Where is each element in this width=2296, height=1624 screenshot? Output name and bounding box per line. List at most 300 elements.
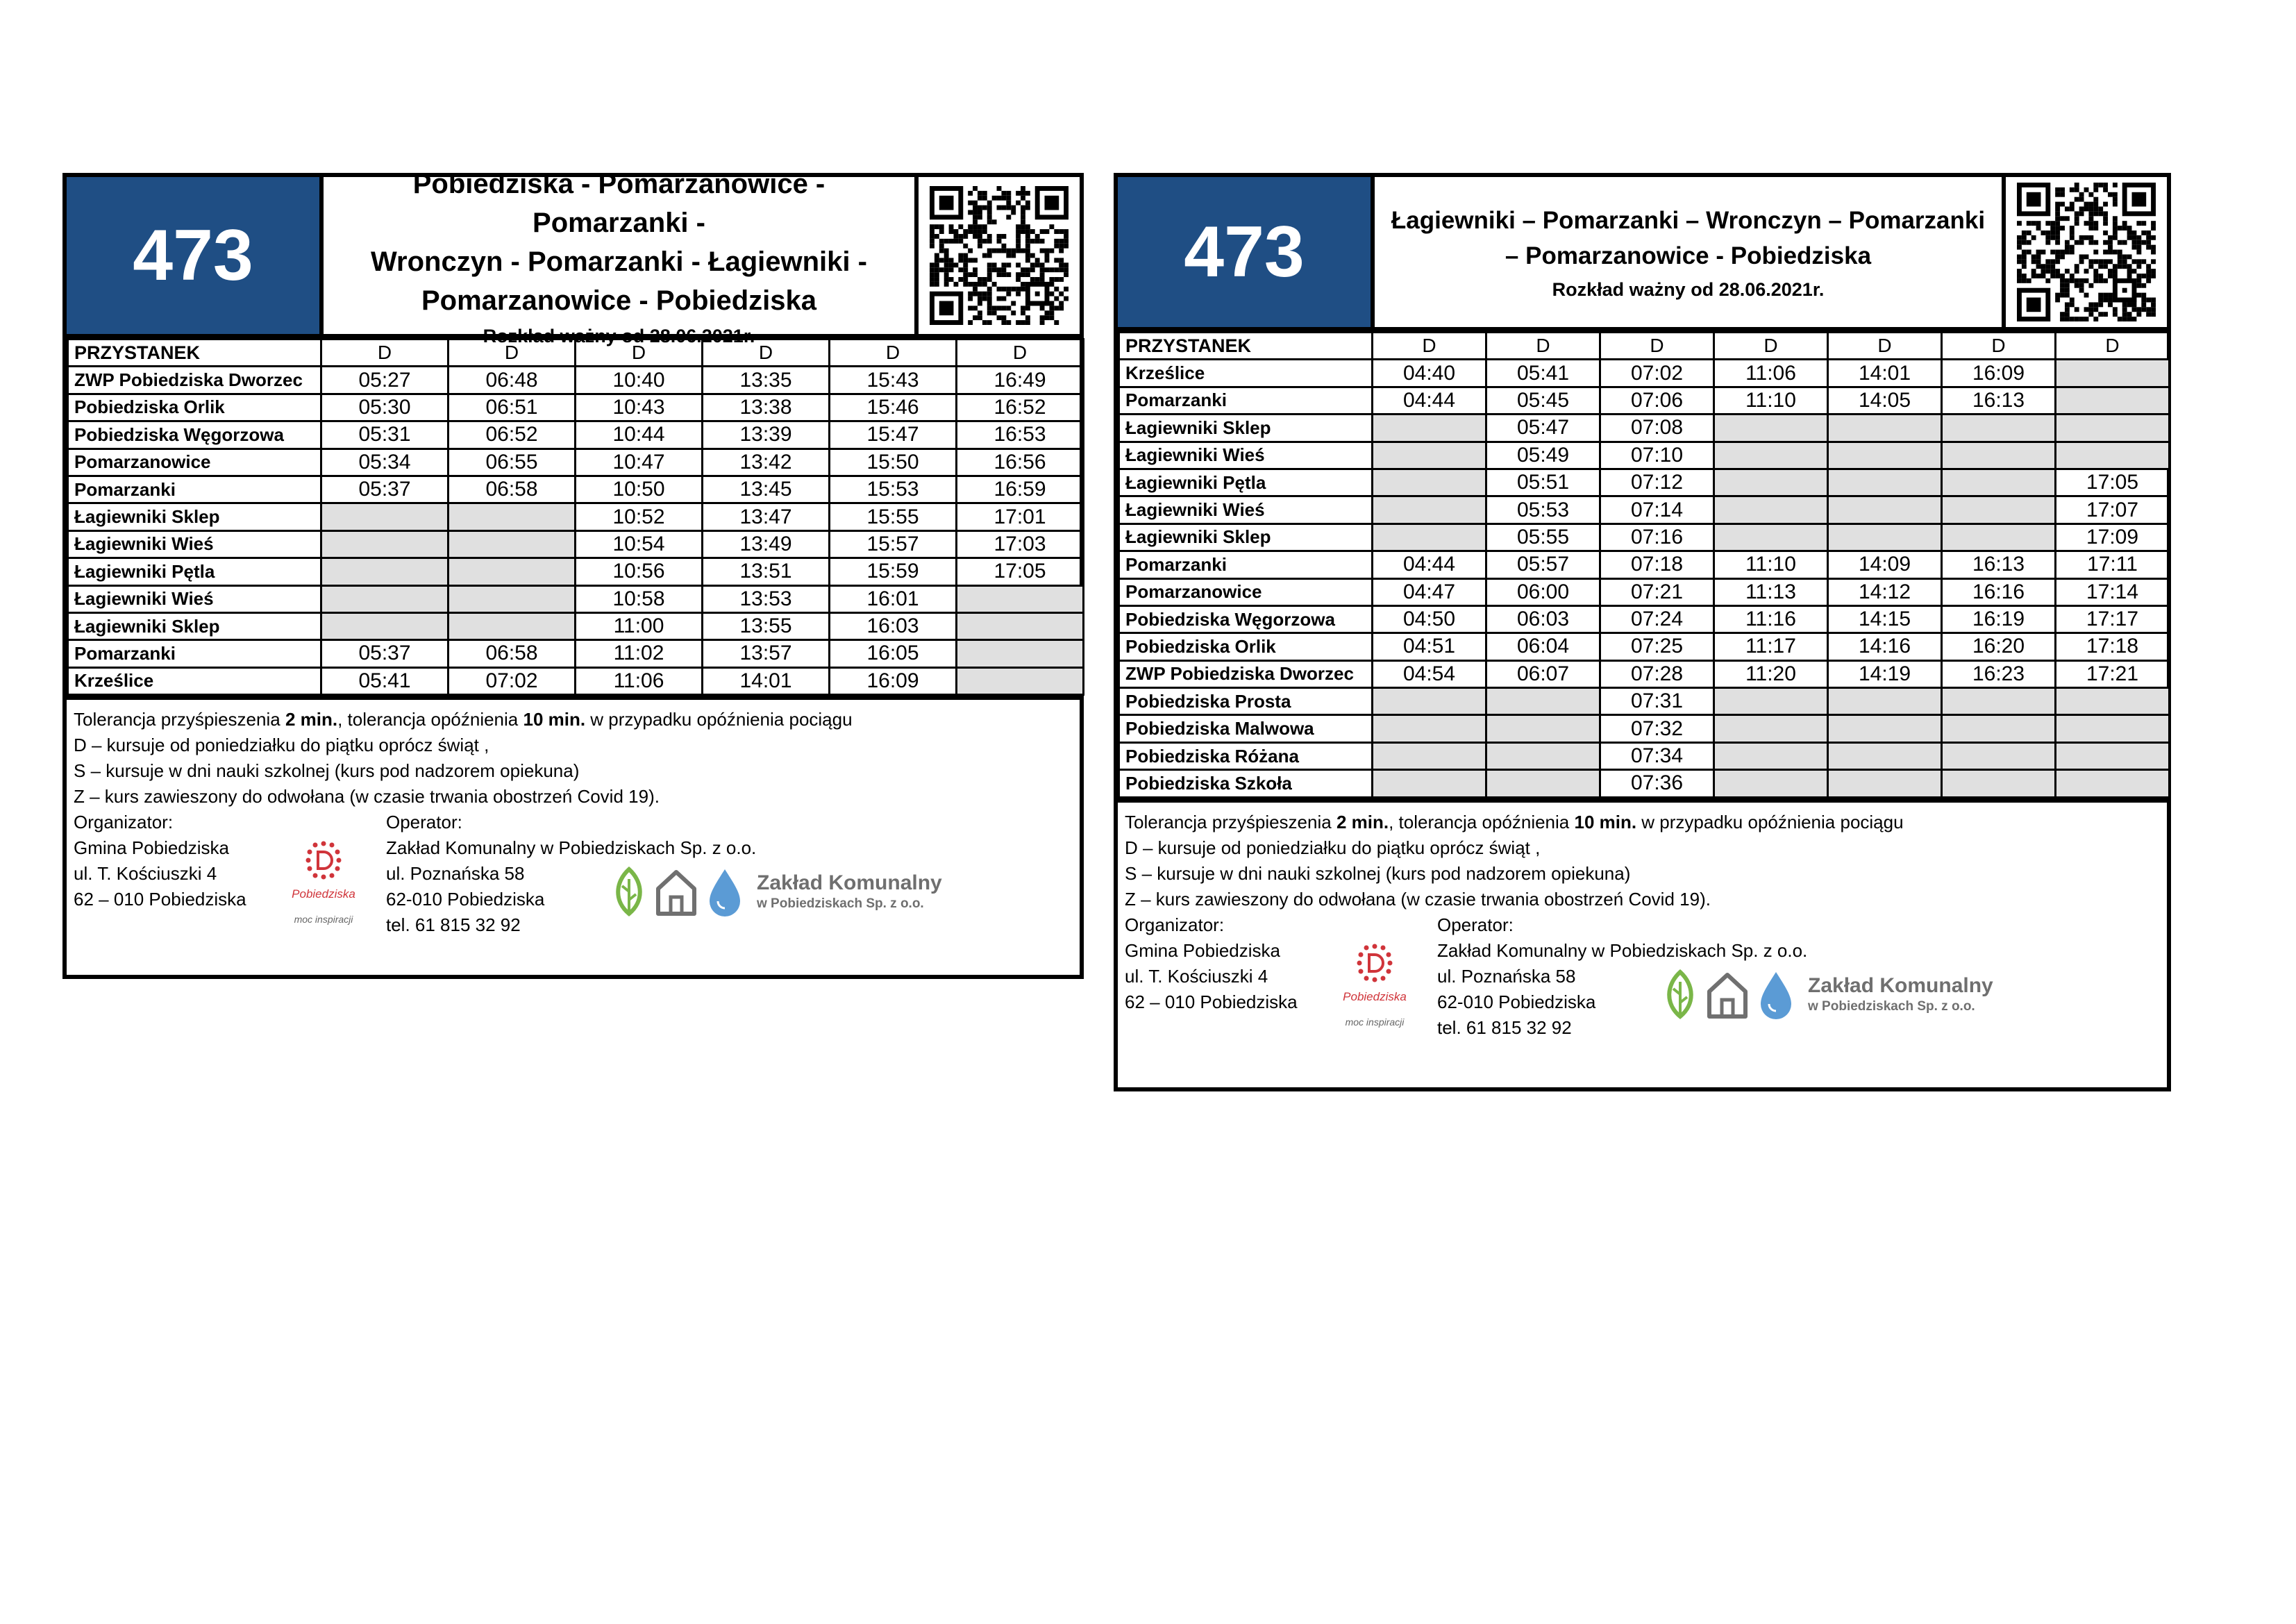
no-service-cell (2056, 742, 2170, 769)
stop-name: Pobiedziska Orlik (68, 394, 321, 421)
no-service-cell (1714, 415, 1828, 442)
departure-time: 05:34 (321, 449, 449, 476)
no-service-cell (1942, 496, 2056, 524)
departure-time: 11:06 (576, 667, 703, 694)
table-row (1119, 605, 2170, 633)
no-service-cell (449, 558, 576, 585)
departure-time: 17:01 (957, 503, 1084, 530)
departure-time: 13:49 (703, 530, 830, 558)
departure-time: 07:32 (1600, 715, 1714, 742)
table-row (1119, 469, 2170, 496)
leaf-icon (618, 869, 640, 914)
stop-name: Pobiedziska Węgorzowa (68, 421, 321, 449)
departure-time: 15:55 (830, 503, 957, 530)
departure-time: 11:16 (1714, 605, 1828, 633)
table-row (68, 640, 1084, 667)
table-row (1119, 415, 2170, 442)
table-row (1119, 578, 2170, 605)
no-service-cell (957, 667, 1084, 694)
departure-time: 05:49 (1486, 442, 1600, 469)
table-row (1119, 633, 2170, 660)
no-service-cell (449, 530, 576, 558)
no-service-cell (1714, 442, 1828, 469)
legend-z: Z – kurs zawieszony do odwołana (w czasie trwania obostrzeń Covid 19). (1125, 888, 1711, 910)
departure-time: 05:41 (321, 667, 449, 694)
timetable-header (67, 168, 1080, 346)
table-row (68, 394, 1084, 421)
stop-name: ZWP Pobiedziska Dworzec (68, 367, 321, 394)
no-service-cell (1486, 770, 1600, 797)
departure-time: 13:57 (703, 640, 830, 667)
no-service-cell (1942, 742, 2056, 769)
day-code-header: D (1486, 333, 1600, 360)
departure-time: 06:52 (449, 421, 576, 449)
departure-time: 16:09 (1942, 360, 2056, 387)
stop-name: Pomarzanki (1119, 551, 1373, 578)
no-service-cell (1828, 524, 1942, 551)
departure-time: 10:54 (576, 530, 703, 558)
no-service-cell (1486, 715, 1600, 742)
valid-from: Rozkład ważny od 28.06.2021r. (483, 325, 755, 346)
departure-time: 17:11 (2056, 551, 2170, 578)
departure-time: 14:12 (1828, 578, 1942, 605)
no-service-cell (321, 530, 449, 558)
departure-time: 16:19 (1942, 605, 2056, 633)
schedule-table (67, 338, 1084, 696)
departure-time: 11:13 (1714, 578, 1828, 605)
no-service-cell (957, 585, 1084, 612)
departure-time: 06:07 (1486, 660, 1600, 687)
pobiedziska-logo: Pobiedziska moc inspiracji (268, 834, 379, 938)
departure-time: 05:41 (1486, 360, 1600, 387)
departure-time: 17:18 (2056, 633, 2170, 660)
departure-time: 07:25 (1600, 633, 1714, 660)
departure-time: 14:01 (1828, 360, 1942, 387)
stop-name: Pomarzanki (68, 640, 321, 667)
departure-time: 11:02 (576, 640, 703, 667)
route-description (1375, 177, 2006, 327)
house-icon (658, 872, 694, 914)
schedule-table (1118, 331, 2170, 798)
table-row (1119, 524, 2170, 551)
legend-s: S – kursuje w dni nauki szkolnej (kurs pod nadzorem opiekuna) (74, 760, 580, 782)
departure-time: 10:44 (576, 421, 703, 449)
table-row (68, 530, 1084, 558)
organizer-block: Organizator: Gmina Pobiedziska ul. T. Kościuszki 4 62 – 010 Pobiedziska (74, 812, 246, 910)
departure-time: 05:53 (1486, 496, 1600, 524)
legend-d: D – kursuje od poniedziałku do piątku oprócz świąt , (1125, 837, 1541, 858)
stop-name: Pomarzanki (68, 476, 321, 503)
no-service-cell (1714, 742, 1828, 769)
departure-time: 16:03 (830, 612, 957, 639)
route-title: Łagiewniki – Pomarzanki – Wronczyn – Pomarzanki – Pomarzanowice - Pobiedziska (1391, 206, 1986, 269)
timetable-header (1118, 177, 2167, 331)
stop-column-header: PRZYSTANEK (1119, 333, 1373, 360)
no-service-cell (321, 503, 449, 530)
stop-name: Pobiedziska Malwowa (1119, 715, 1373, 742)
leaf-icon (1669, 972, 1691, 1016)
stop-name: Pobiedziska Prosta (1119, 688, 1373, 715)
departure-time: 11:10 (1714, 387, 1828, 414)
departure-time: 16:49 (957, 367, 1084, 394)
table-row (1119, 387, 2170, 414)
departure-time: 11:00 (576, 612, 703, 639)
no-service-cell (1714, 469, 1828, 496)
table-row (68, 667, 1084, 694)
departure-time: 15:43 (830, 367, 957, 394)
no-service-cell (1373, 415, 1486, 442)
route-number-badge: 473 (1118, 177, 1375, 327)
departure-time: 07:14 (1600, 496, 1714, 524)
departure-time: 10:50 (576, 476, 703, 503)
no-service-cell (2056, 415, 2170, 442)
stop-name: Łagiewniki Sklep (68, 503, 321, 530)
no-service-cell (2056, 715, 2170, 742)
departure-time: 04:54 (1373, 660, 1486, 687)
no-service-cell (1486, 742, 1600, 769)
departure-time: 07:06 (1600, 387, 1714, 414)
pobiedziska-logo: Pobiedziska moc inspiracji (1319, 937, 1430, 1041)
no-service-cell (1828, 496, 1942, 524)
no-service-cell (449, 585, 576, 612)
departure-time: 17:03 (957, 530, 1084, 558)
no-service-cell (1942, 469, 2056, 496)
day-code-header: D (703, 340, 830, 367)
zaklad-komunalny-logo: Zakład Komunalny w Pobiedziskach Sp. z o.o. (1659, 968, 1993, 1021)
timetable-footer (1118, 798, 2167, 1044)
operator-block: Operator: Zakład Komunalny w Pobiedziskach Sp. z o.o. ul. Poznańska 58 62-010 Pobiedziska tel. 61 815 32 92 (1437, 914, 1808, 1038)
departure-time: 10:56 (576, 558, 703, 585)
day-code-header: D (1942, 333, 2056, 360)
departure-time: 05:47 (1486, 415, 1600, 442)
departure-time: 14:19 (1828, 660, 1942, 687)
no-service-cell (321, 585, 449, 612)
stop-name: Krześlice (68, 667, 321, 694)
day-code-header: D (957, 340, 1084, 367)
no-service-cell (1942, 688, 2056, 715)
departure-time: 06:00 (1486, 578, 1600, 605)
departure-time: 13:51 (703, 558, 830, 585)
legend-s: S – kursuje w dni nauki szkolnej (kurs pod nadzorem opiekuna) (1125, 862, 1631, 884)
departure-time: 06:48 (449, 367, 576, 394)
departure-time: 13:53 (703, 585, 830, 612)
departure-time: 13:38 (703, 394, 830, 421)
water-drop-icon (1761, 972, 1791, 1019)
departure-time: 15:47 (830, 421, 957, 449)
departure-time: 17:05 (957, 558, 1084, 585)
table-row (68, 585, 1084, 612)
stop-name: Pomarzanki (1119, 387, 1373, 414)
stop-name: Łagiewniki Pętla (68, 558, 321, 585)
departure-time: 15:46 (830, 394, 957, 421)
timetable-footer (67, 696, 1080, 941)
day-code-header: D (576, 340, 703, 367)
no-service-cell (1828, 688, 1942, 715)
house-icon (1709, 975, 1745, 1016)
stop-name: Pomarzanowice (68, 449, 321, 476)
route-description (324, 168, 919, 346)
timetable-outbound (62, 168, 1084, 979)
no-service-cell (2056, 387, 2170, 414)
stop-column-header: PRZYSTANEK (68, 340, 321, 367)
departure-time: 16:20 (1942, 633, 2056, 660)
departure-time: 16:56 (957, 449, 1084, 476)
day-code-header: D (1828, 333, 1942, 360)
stop-name: Pobiedziska Szkoła (1119, 770, 1373, 797)
departure-time: 10:40 (576, 367, 703, 394)
departure-time: 07:18 (1600, 551, 1714, 578)
stop-name: Łagiewniki Wieś (1119, 442, 1373, 469)
departure-time: 10:43 (576, 394, 703, 421)
departure-time: 04:44 (1373, 387, 1486, 414)
departure-time: 06:51 (449, 394, 576, 421)
no-service-cell (957, 640, 1084, 667)
tolerance-note: Tolerancja przyśpieszenia 2 min., tolerancja opóźnienia 10 min. w przypadku opóźnienia pociągu (74, 709, 853, 730)
departure-time: 17:07 (2056, 496, 2170, 524)
departure-time: 14:05 (1828, 387, 1942, 414)
departure-time: 15:59 (830, 558, 957, 585)
no-service-cell (1942, 524, 2056, 551)
stop-name: Krześlice (1119, 360, 1373, 387)
departure-time: 15:50 (830, 449, 957, 476)
table-row (68, 421, 1084, 449)
departure-time: 16:52 (957, 394, 1084, 421)
departure-time: 04:47 (1373, 578, 1486, 605)
organizer-block: Organizator: Gmina Pobiedziska ul. T. Kościuszki 4 62 – 010 Pobiedziska (1125, 914, 1298, 1012)
departure-time: 13:45 (703, 476, 830, 503)
departure-time: 05:31 (321, 421, 449, 449)
departure-time: 10:58 (576, 585, 703, 612)
timetable-return (1114, 173, 2171, 1091)
departure-time: 13:35 (703, 367, 830, 394)
day-code-header: D (449, 340, 576, 367)
operator-block: Operator: Zakład Komunalny w Pobiedziskach Sp. z o.o. ul. Poznańska 58 62-010 Pobiedziska tel. 61 815 32 92 (386, 812, 757, 936)
no-service-cell (1942, 770, 2056, 797)
departure-time: 14:09 (1828, 551, 1942, 578)
departure-time: 06:55 (449, 449, 576, 476)
no-service-cell (1486, 688, 1600, 715)
day-code-header: D (321, 340, 449, 367)
pobiedziska-logo-icon (303, 839, 344, 881)
day-code-header: D (1373, 333, 1486, 360)
departure-time: 06:58 (449, 640, 576, 667)
no-service-cell (1942, 715, 2056, 742)
table-row (1119, 715, 2170, 742)
day-code-header: D (1714, 333, 1828, 360)
stop-name: Łagiewniki Pętla (1119, 469, 1373, 496)
no-service-cell (1714, 715, 1828, 742)
table-row (1119, 742, 2170, 769)
departure-time: 13:39 (703, 421, 830, 449)
departure-time: 17:14 (2056, 578, 2170, 605)
departure-time: 10:47 (576, 449, 703, 476)
departure-time: 05:37 (321, 476, 449, 503)
departure-time: 04:50 (1373, 605, 1486, 633)
no-service-cell (2056, 770, 2170, 797)
no-service-cell (1828, 715, 1942, 742)
no-service-cell (449, 612, 576, 639)
departure-time: 05:45 (1486, 387, 1600, 414)
no-service-cell (321, 558, 449, 585)
departure-time: 04:40 (1373, 360, 1486, 387)
zk-logo-icons (1659, 968, 1798, 1021)
departure-time: 11:10 (1714, 551, 1828, 578)
departure-time: 14:16 (1828, 633, 1942, 660)
no-service-cell (1373, 469, 1486, 496)
departure-time: 07:02 (1600, 360, 1714, 387)
departure-time: 16:13 (1942, 551, 2056, 578)
stop-name: Pobiedziska Różana (1119, 742, 1373, 769)
organizer-operator (74, 810, 1073, 941)
departure-time: 06:58 (449, 476, 576, 503)
departure-time: 07:02 (449, 667, 576, 694)
no-service-cell (1714, 524, 1828, 551)
table-row (1119, 360, 2170, 387)
departure-time: 16:16 (1942, 578, 2056, 605)
zaklad-komunalny-logo: Zakład Komunalny w Pobiedziskach Sp. z o.o. (608, 865, 942, 918)
departure-time: 07:16 (1600, 524, 1714, 551)
departure-time: 15:57 (830, 530, 957, 558)
departure-time: 05:55 (1486, 524, 1600, 551)
departure-time: 16:59 (957, 476, 1084, 503)
no-service-cell (1373, 770, 1486, 797)
departure-time: 07:34 (1600, 742, 1714, 769)
no-service-cell (1828, 770, 1942, 797)
departure-time: 16:13 (1942, 387, 2056, 414)
departure-time: 15:53 (830, 476, 957, 503)
qr-code (919, 177, 1080, 334)
no-service-cell (449, 503, 576, 530)
departure-time: 05:37 (321, 640, 449, 667)
pobiedziska-logo-icon (1354, 942, 1396, 984)
valid-from: Rozkład ważny od 28.06.2021r. (1552, 279, 1825, 301)
no-service-cell (1373, 715, 1486, 742)
departure-time: 07:08 (1600, 415, 1714, 442)
departure-time: 05:27 (321, 367, 449, 394)
departure-time: 07:21 (1600, 578, 1714, 605)
table-row (68, 449, 1084, 476)
table-row (1119, 551, 2170, 578)
departure-time: 07:24 (1600, 605, 1714, 633)
no-service-cell (2056, 442, 2170, 469)
table-row (1119, 442, 2170, 469)
no-service-cell (1714, 770, 1828, 797)
table-row (68, 612, 1084, 639)
departure-time: 04:51 (1373, 633, 1486, 660)
water-drop-icon (710, 869, 740, 916)
no-service-cell (1942, 415, 2056, 442)
departure-time: 16:05 (830, 640, 957, 667)
departure-time: 07:28 (1600, 660, 1714, 687)
departure-time: 05:57 (1486, 551, 1600, 578)
departure-time: 17:17 (2056, 605, 2170, 633)
no-service-cell (2056, 688, 2170, 715)
table-row (68, 476, 1084, 503)
table-row (68, 367, 1084, 394)
departure-time: 11:20 (1714, 660, 1828, 687)
departure-time: 11:17 (1714, 633, 1828, 660)
stop-name: Pomarzanowice (1119, 578, 1373, 605)
no-service-cell (1373, 524, 1486, 551)
stop-name: Pobiedziska Orlik (1119, 633, 1373, 660)
departure-time: 07:12 (1600, 469, 1714, 496)
table-row (1119, 496, 2170, 524)
table-row (1119, 688, 2170, 715)
no-service-cell (1373, 442, 1486, 469)
departure-time: 07:31 (1600, 688, 1714, 715)
legend-d: D – kursuje od poniedziałku do piątku oprócz świąt , (74, 735, 489, 756)
table-row (68, 558, 1084, 585)
table-row (1119, 770, 2170, 797)
route-number-badge: 473 (67, 177, 324, 334)
stop-name: ZWP Pobiedziska Dworzec (1119, 660, 1373, 687)
departure-time: 13:55 (703, 612, 830, 639)
no-service-cell (957, 612, 1084, 639)
departure-time: 16:53 (957, 421, 1084, 449)
departure-time: 05:30 (321, 394, 449, 421)
departure-time: 16:09 (830, 667, 957, 694)
stop-name: Łagiewniki Sklep (1119, 524, 1373, 551)
day-code-header: D (830, 340, 957, 367)
departure-time: 17:05 (2056, 469, 2170, 496)
no-service-cell (1714, 496, 1828, 524)
no-service-cell (1942, 442, 2056, 469)
departure-time: 04:44 (1373, 551, 1486, 578)
departure-time: 07:10 (1600, 442, 1714, 469)
no-service-cell (1828, 742, 1942, 769)
legend-z: Z – kurs zawieszony do odwołana (w czasie trwania obostrzeń Covid 19). (74, 786, 660, 807)
departure-time: 06:03 (1486, 605, 1600, 633)
no-service-cell (1828, 469, 1942, 496)
departure-time: 16:23 (1942, 660, 2056, 687)
no-service-cell (1373, 742, 1486, 769)
departure-time: 06:04 (1486, 633, 1600, 660)
stop-name: Łagiewniki Wieś (68, 585, 321, 612)
no-service-cell (321, 612, 449, 639)
day-code-header: D (1600, 333, 1714, 360)
departure-time: 13:42 (703, 449, 830, 476)
table-row (1119, 660, 2170, 687)
departure-time: 16:01 (830, 585, 957, 612)
no-service-cell (1714, 688, 1828, 715)
stop-name: Łagiewniki Wieś (68, 530, 321, 558)
departure-time: 17:21 (2056, 660, 2170, 687)
route-title: Pobiedziska - Pomarzanowice - Pomarzanki - Wronczyn - Pomarzanki - Łagiewniki - Pomarzanowice - Pobiedziska (371, 168, 867, 316)
no-service-cell (1373, 496, 1486, 524)
tolerance-note: Tolerancja przyśpieszenia 2 min., tolerancja opóźnienia 10 min. w przypadku opóźnienia pociągu (1125, 811, 1904, 832)
departure-time: 10:52 (576, 503, 703, 530)
departure-time: 11:06 (1714, 360, 1828, 387)
table-row (68, 503, 1084, 530)
departure-time: 17:09 (2056, 524, 2170, 551)
day-code-header: D (2056, 333, 2170, 360)
departure-time: 13:47 (703, 503, 830, 530)
stop-name: Łagiewniki Sklep (1119, 415, 1373, 442)
organizer-operator (1125, 912, 2160, 1044)
no-service-cell (1828, 415, 1942, 442)
stop-name: Łagiewniki Wieś (1119, 496, 1373, 524)
no-service-cell (2056, 360, 2170, 387)
zk-logo-icons (608, 865, 747, 918)
departure-time: 05:51 (1486, 469, 1600, 496)
no-service-cell (1828, 442, 1942, 469)
departure-time: 07:36 (1600, 770, 1714, 797)
stop-name: Łagiewniki Sklep (68, 612, 321, 639)
no-service-cell (1373, 688, 1486, 715)
departure-time: 14:01 (703, 667, 830, 694)
departure-time: 14:15 (1828, 605, 1942, 633)
qr-code (2006, 177, 2167, 327)
